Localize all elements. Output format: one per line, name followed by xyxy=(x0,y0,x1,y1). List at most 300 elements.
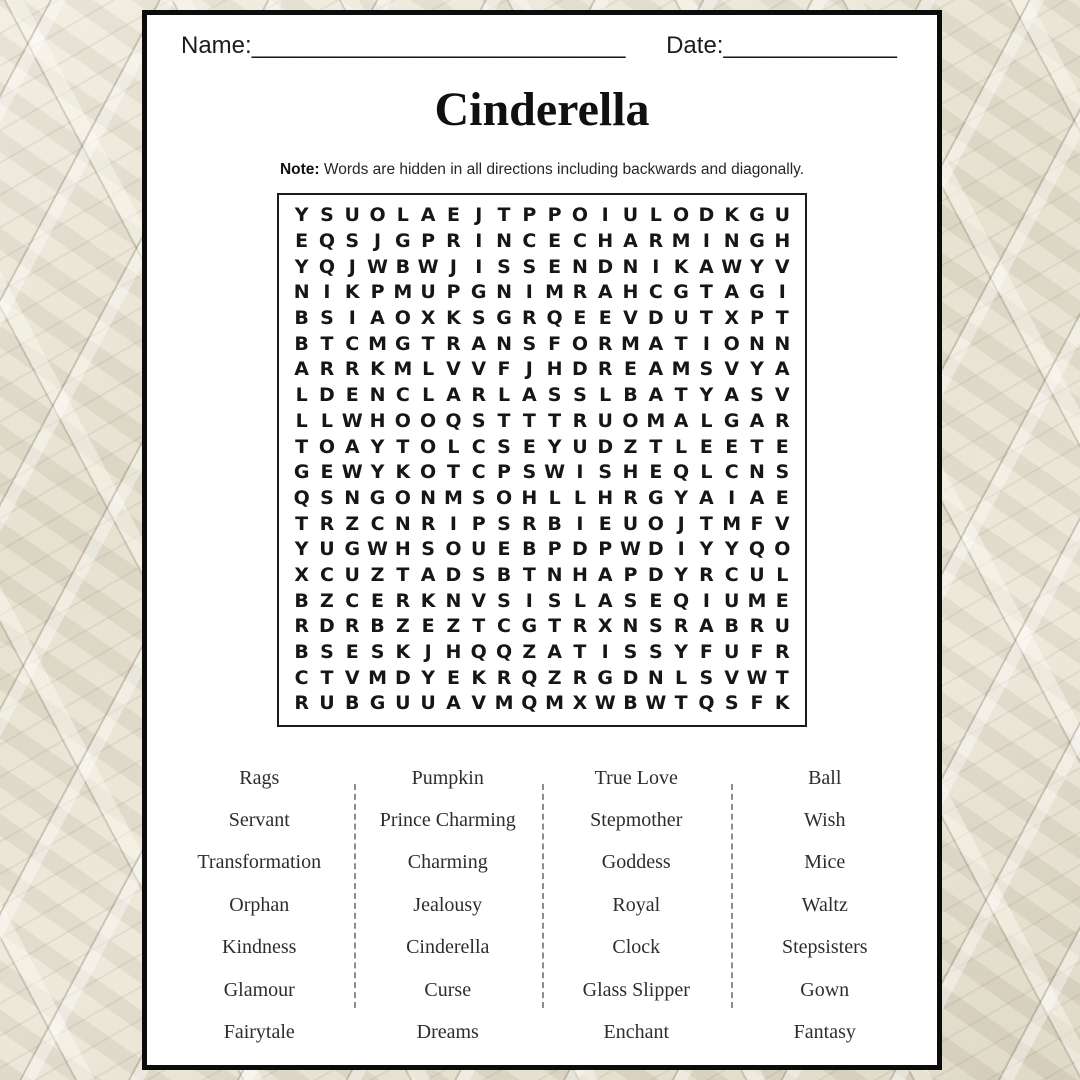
grid-letter: Y xyxy=(294,538,309,561)
grid-letter: F xyxy=(548,332,562,355)
grid-letter: L xyxy=(497,384,511,407)
grid-letter: A xyxy=(597,563,613,586)
grid-letter: Q xyxy=(748,538,766,561)
grid-letter: Z xyxy=(547,666,562,689)
grid-letter: L xyxy=(320,409,333,432)
grid-letter: E xyxy=(775,435,789,458)
grid-letter: R xyxy=(395,589,411,612)
grid-letter: Q xyxy=(673,461,690,484)
grid-letter: S xyxy=(471,409,486,432)
grid-letter: P xyxy=(598,538,613,561)
word-list-item: Charming xyxy=(407,851,488,874)
word-list-item: Ball xyxy=(808,766,842,789)
grid-letter: D xyxy=(698,204,715,227)
grid-letter: U xyxy=(774,615,790,638)
grid-letter: D xyxy=(647,538,664,561)
grid-letter: O xyxy=(622,409,639,432)
grid-letter: U xyxy=(723,641,740,664)
grid-letter: J xyxy=(677,512,685,535)
grid-letter: T xyxy=(674,384,688,407)
grid-letter: K xyxy=(370,358,385,381)
grid-letter: R xyxy=(749,615,765,638)
grid-letter: E xyxy=(725,435,739,458)
grid-letter: S xyxy=(699,666,714,689)
word-list-item: Gown xyxy=(800,978,850,1001)
grid-letter: W xyxy=(594,692,616,715)
word-list-item: Kindness xyxy=(222,936,297,959)
grid-letter: P xyxy=(471,512,486,535)
grid-letter: S xyxy=(497,589,511,612)
grid-letter: C xyxy=(345,332,360,355)
date-field xyxy=(666,32,897,60)
word-list-item: Prince Charming xyxy=(379,809,516,832)
grid-letter: M xyxy=(368,332,387,355)
grid-letter: I xyxy=(449,512,457,535)
grid-letter: P xyxy=(421,230,436,253)
grid-letter: E xyxy=(345,641,359,664)
grid-letter: A xyxy=(699,615,714,638)
grid-letter: R xyxy=(774,409,790,432)
grid-letter: U xyxy=(319,692,335,715)
grid-letter: A xyxy=(724,384,740,407)
grid-letter: I xyxy=(702,332,710,355)
grid-letter: A xyxy=(521,384,537,407)
grid-letter: S xyxy=(522,255,537,278)
grid-letter: K xyxy=(344,281,360,304)
word-list-item: Cinderella xyxy=(406,936,490,959)
grid-letter: F xyxy=(497,358,511,381)
grid-letter: V xyxy=(446,358,461,381)
grid-letter: S xyxy=(648,615,663,638)
grid-letter: T xyxy=(295,512,309,535)
grid-letter: E xyxy=(371,589,385,612)
grid-letter: T xyxy=(699,307,713,330)
grid-letter: G xyxy=(673,281,689,304)
grid-letter: N xyxy=(749,461,765,484)
grid-letter: I xyxy=(677,538,685,561)
grid-letter: B xyxy=(623,384,638,407)
grid-letter: K xyxy=(774,692,790,715)
grid-letter: Y xyxy=(370,461,385,484)
grid-letter: T xyxy=(396,435,410,458)
grid-letter: X xyxy=(572,692,588,715)
grid-letter: R xyxy=(673,615,689,638)
grid-letter: V xyxy=(344,666,360,689)
grid-letter: S xyxy=(598,461,613,484)
grid-letter: V xyxy=(774,255,790,278)
grid-letter: G xyxy=(496,307,512,330)
name-field xyxy=(181,32,625,60)
grid-letter: R xyxy=(446,230,461,253)
grid-letter: A xyxy=(699,486,714,509)
grid-letter: Y xyxy=(547,435,562,458)
grid-row xyxy=(289,563,795,586)
grid-letter: Q xyxy=(293,486,310,509)
grid-letter: R xyxy=(471,384,487,407)
grid-letter: S xyxy=(547,589,562,612)
grid-letter: C xyxy=(345,589,360,612)
grid-letter: L xyxy=(396,204,409,227)
grid-letter: T xyxy=(320,332,334,355)
grid-letter: U xyxy=(344,563,360,586)
word-list-item: Rags xyxy=(239,766,280,789)
grid-letter: M xyxy=(747,589,767,612)
grid-letter: A xyxy=(749,486,765,509)
grid-letter: E xyxy=(522,435,536,458)
grid-letter: G xyxy=(749,204,765,227)
grid-letter: A xyxy=(420,563,436,586)
grid-letter: T xyxy=(775,307,789,330)
grid-letter: Z xyxy=(623,435,638,458)
grid-letter: N xyxy=(420,486,437,509)
word-list-item: Fairytale xyxy=(223,1021,295,1044)
grid-letter: N xyxy=(394,512,411,535)
grid-letter: Q xyxy=(521,692,538,715)
grid-letter: I xyxy=(778,281,786,304)
grid-letter: J xyxy=(525,358,533,381)
grid-letter: H xyxy=(571,563,588,586)
grid-letter: I xyxy=(601,204,609,227)
grid-letter: P xyxy=(446,281,461,304)
grid-letter: O xyxy=(774,538,791,561)
grid-letter: R xyxy=(597,358,613,381)
grid-letter: B xyxy=(395,255,411,278)
grid-letter: G xyxy=(521,615,538,638)
grid-letter: J xyxy=(424,641,432,664)
grid-letter: P xyxy=(547,538,562,561)
grid-letter: O xyxy=(420,435,437,458)
grid-letter: S xyxy=(320,307,334,330)
grid-letter: S xyxy=(573,384,587,407)
grid-letter: T xyxy=(522,409,536,432)
grid-row xyxy=(289,589,795,612)
grid-letter: B xyxy=(345,692,360,715)
grid-letter: B xyxy=(496,563,512,586)
grid-letter: F xyxy=(750,641,764,664)
grid-letter: E xyxy=(624,358,637,381)
grid-letter: T xyxy=(548,409,562,432)
grid-letter: M xyxy=(722,512,742,535)
word-list-item: Wish xyxy=(804,809,846,832)
grid-letter: T xyxy=(446,461,460,484)
grid-letter: N xyxy=(496,332,512,355)
grid-letter: R xyxy=(648,230,664,253)
grid-letter: D xyxy=(572,358,588,381)
date-blank-line: _____________ xyxy=(723,32,897,59)
grid-letter: T xyxy=(750,435,764,458)
word-list-column-1 xyxy=(165,757,354,1054)
grid-letter: M xyxy=(393,358,413,381)
grid-letter: A xyxy=(699,255,714,278)
word-list-item: Jealousy xyxy=(413,893,483,916)
grid-letter: O xyxy=(495,486,513,509)
grid-letter: S xyxy=(471,486,486,509)
word-list-item: True Love xyxy=(594,766,678,789)
grid-letter: R xyxy=(572,615,588,638)
grid-letter: I xyxy=(576,461,584,484)
grid-letter: L xyxy=(422,384,435,407)
grid-letter: D xyxy=(319,384,335,407)
grid-letter: W xyxy=(417,255,439,278)
grid-row xyxy=(289,666,795,689)
grid-letter: Q xyxy=(445,409,462,432)
grid-letter: U xyxy=(622,204,639,227)
grid-letter: N xyxy=(749,332,765,355)
grid-letter: L xyxy=(599,384,612,407)
grid-letter: T xyxy=(548,615,562,638)
grid-letter: L xyxy=(776,563,789,586)
note-text: Words are hidden in all directions including backwards and diagonally. xyxy=(319,161,805,178)
grid-letter: M xyxy=(545,692,565,715)
grid-letter: E xyxy=(649,589,663,612)
word-list-item: Transformation xyxy=(197,851,322,874)
grid-letter: O xyxy=(571,332,588,355)
word-list-item: Orphan xyxy=(229,893,290,916)
grid-letter: L xyxy=(649,204,662,227)
grid-letter: C xyxy=(648,281,663,304)
grid-letter: Y xyxy=(750,255,764,278)
grid-letter: E xyxy=(775,589,789,612)
grid-letter: F xyxy=(750,512,764,535)
grid-letter: D xyxy=(597,435,614,458)
grid-letter: Y xyxy=(750,358,764,381)
grid-letter: C xyxy=(572,230,587,253)
grid-letter: R xyxy=(446,332,461,355)
grid-letter: E xyxy=(497,538,511,561)
grid-letter: A xyxy=(344,435,360,458)
date-label: Date: xyxy=(666,32,724,59)
grid-letter: L xyxy=(447,435,460,458)
grid-letter: P xyxy=(522,204,537,227)
grid-letter: O xyxy=(673,204,690,227)
word-list-item: Pumpkin xyxy=(411,766,484,789)
grid-letter: R xyxy=(572,409,588,432)
grid-letter: Q xyxy=(698,692,715,715)
grid-letter: C xyxy=(724,461,739,484)
grid-letter: S xyxy=(750,384,764,407)
grid-letter: S xyxy=(497,512,511,535)
grid-letter: V xyxy=(724,666,740,689)
grid-letter: R xyxy=(597,332,613,355)
grid-letter: T xyxy=(699,281,713,304)
grid-letter: R xyxy=(294,692,309,715)
grid-letter: Z xyxy=(395,615,410,638)
grid-letter: S xyxy=(522,461,537,484)
grid-letter: Q xyxy=(318,255,336,278)
word-list-item: Waltz xyxy=(801,893,848,916)
grid-letter: C xyxy=(724,563,739,586)
grid-letter: A xyxy=(673,409,689,432)
grid-letter: T xyxy=(522,563,536,586)
word-list-item: Royal xyxy=(612,893,661,916)
grid-letter: N xyxy=(546,563,563,586)
grid-letter: R xyxy=(699,563,714,586)
grid-letter: L xyxy=(422,358,435,381)
grid-letter: V xyxy=(774,512,790,535)
grid-letter: N xyxy=(622,615,639,638)
grid-letter: T xyxy=(295,435,309,458)
grid-letter: G xyxy=(648,486,664,509)
grid-letter: T xyxy=(775,666,789,689)
word-list-item: Stepmother xyxy=(590,809,683,832)
grid-letter: T xyxy=(421,332,435,355)
word-list-item: Glamour xyxy=(223,978,295,1001)
grid-row xyxy=(289,617,795,636)
word-list-item: Enchant xyxy=(603,1021,670,1044)
grid-letter: O xyxy=(420,461,437,484)
grid-letter: C xyxy=(370,512,385,535)
grid-letter: E xyxy=(775,486,789,509)
grid-letter: S xyxy=(370,641,385,664)
grid-letter: W xyxy=(367,538,389,561)
grid-letter: R xyxy=(623,486,638,509)
grid-letter: A xyxy=(648,384,664,407)
grid-letter: G xyxy=(749,281,765,304)
grid-letter: P xyxy=(497,461,511,484)
grid-letter: Z xyxy=(370,563,385,586)
grid-letter: L xyxy=(675,666,688,689)
grid-letter: X xyxy=(724,307,740,330)
grid-letter: A xyxy=(623,230,638,253)
grid-letter: E xyxy=(446,666,460,689)
grid-letter: N xyxy=(571,255,588,278)
grid-letter: Q xyxy=(470,641,487,664)
grid-letter: L xyxy=(700,461,713,484)
grid-letter: H xyxy=(546,358,563,381)
word-list-item: Mice xyxy=(804,851,846,874)
grid-letter: Q xyxy=(521,666,538,689)
grid-letter: L xyxy=(675,435,688,458)
grid-letter: A xyxy=(420,204,436,227)
grid-letter: W xyxy=(367,255,389,278)
grid-letter: I xyxy=(525,281,533,304)
grid-row xyxy=(289,463,795,482)
grid-letter: O xyxy=(318,435,336,458)
grid-letter: R xyxy=(319,512,335,535)
grid-letter: B xyxy=(522,538,537,561)
grid-letter: S xyxy=(522,332,537,355)
grid-letter: L xyxy=(573,589,586,612)
grid-letter: U xyxy=(420,692,436,715)
grid-letter: H xyxy=(394,538,411,561)
grid-letter: I xyxy=(576,512,584,535)
word-list-item: Stepsisters xyxy=(781,936,868,959)
grid-letter: O xyxy=(394,486,411,509)
grid-letter: E xyxy=(598,512,612,535)
grid-letter: O xyxy=(445,538,462,561)
grid-letter: M xyxy=(494,692,514,715)
note-label: Note: xyxy=(279,161,320,178)
grid-letter: H xyxy=(597,486,614,509)
grid-letter: G xyxy=(344,538,361,561)
grid-letter: A xyxy=(446,692,461,715)
grid-letter: K xyxy=(395,461,411,484)
grid-letter: P xyxy=(547,204,562,227)
grid-letter: A xyxy=(370,307,385,330)
grid-letter: L xyxy=(573,486,586,509)
grid-letter: M xyxy=(368,666,387,689)
grid-letter: A xyxy=(294,358,309,381)
grid-letter: C xyxy=(471,435,486,458)
grid-row xyxy=(289,255,795,278)
grid-row xyxy=(289,512,795,535)
grid-row xyxy=(289,694,795,713)
grid-letter: F xyxy=(699,641,713,664)
grid-row xyxy=(289,643,795,662)
grid-letter: A xyxy=(597,589,613,612)
grid-letter: D xyxy=(597,255,614,278)
grid-letter: E xyxy=(598,307,612,330)
grid-letter: M xyxy=(671,358,691,381)
grid-letter: I xyxy=(728,486,736,509)
grid-letter: A xyxy=(724,281,740,304)
column-separator xyxy=(542,784,544,1008)
grid-letter: X xyxy=(420,307,436,330)
grid-letter: A xyxy=(774,358,790,381)
grid-letter: U xyxy=(597,409,613,432)
grid-letter: G xyxy=(749,230,765,253)
grid-letter: L xyxy=(295,384,308,407)
grid-row xyxy=(289,332,795,355)
grid-letter: E xyxy=(699,435,713,458)
grid-letter: G xyxy=(293,461,310,484)
grid-letter: Q xyxy=(546,307,563,330)
grid-letter: U xyxy=(673,307,689,330)
grid-letter: A xyxy=(648,358,664,381)
grid-letter: R xyxy=(420,512,436,535)
grid-letter: Y xyxy=(724,538,739,561)
grid-letter: X xyxy=(597,615,613,638)
grid-letter: N xyxy=(445,589,462,612)
name-label: Name: xyxy=(181,32,252,59)
column-separator xyxy=(354,784,356,1008)
grid-letter: U xyxy=(344,204,360,227)
grid-letter: S xyxy=(471,563,486,586)
grid-letter: A xyxy=(446,384,461,407)
grid-letter: J xyxy=(449,255,457,278)
grid-row xyxy=(289,540,795,559)
grid-letter: P xyxy=(750,307,764,330)
grid-letter: Q xyxy=(495,641,513,664)
word-list-item: Curse xyxy=(424,978,472,1001)
grid-letter: U xyxy=(774,204,790,227)
instructions-note xyxy=(147,161,937,179)
grid-row xyxy=(289,309,795,328)
grid-letter: J xyxy=(348,255,356,278)
grid-letter: E xyxy=(649,461,663,484)
grid-letter: W xyxy=(341,409,363,432)
grid-letter: R xyxy=(319,358,335,381)
grid-letter: H xyxy=(622,281,639,304)
grid-row xyxy=(289,486,795,509)
grid-letter: Y xyxy=(294,204,309,227)
grid-letter: N xyxy=(496,230,512,253)
grid-letter: L xyxy=(700,409,713,432)
grid-letter: S xyxy=(775,461,790,484)
grid-letter: D xyxy=(622,666,639,689)
grid-letter: U xyxy=(749,563,765,586)
grid-letter: Y xyxy=(421,666,436,689)
grid-letter: H xyxy=(622,461,639,484)
grid-letter: S xyxy=(320,486,334,509)
grid-letter: S xyxy=(648,641,663,664)
grid-letter: M xyxy=(443,486,463,509)
grid-row xyxy=(289,386,795,405)
grid-letter: I xyxy=(525,589,533,612)
grid-letter: E xyxy=(548,255,562,278)
grid-letter: S xyxy=(497,255,511,278)
grid-letter: Z xyxy=(320,589,334,612)
